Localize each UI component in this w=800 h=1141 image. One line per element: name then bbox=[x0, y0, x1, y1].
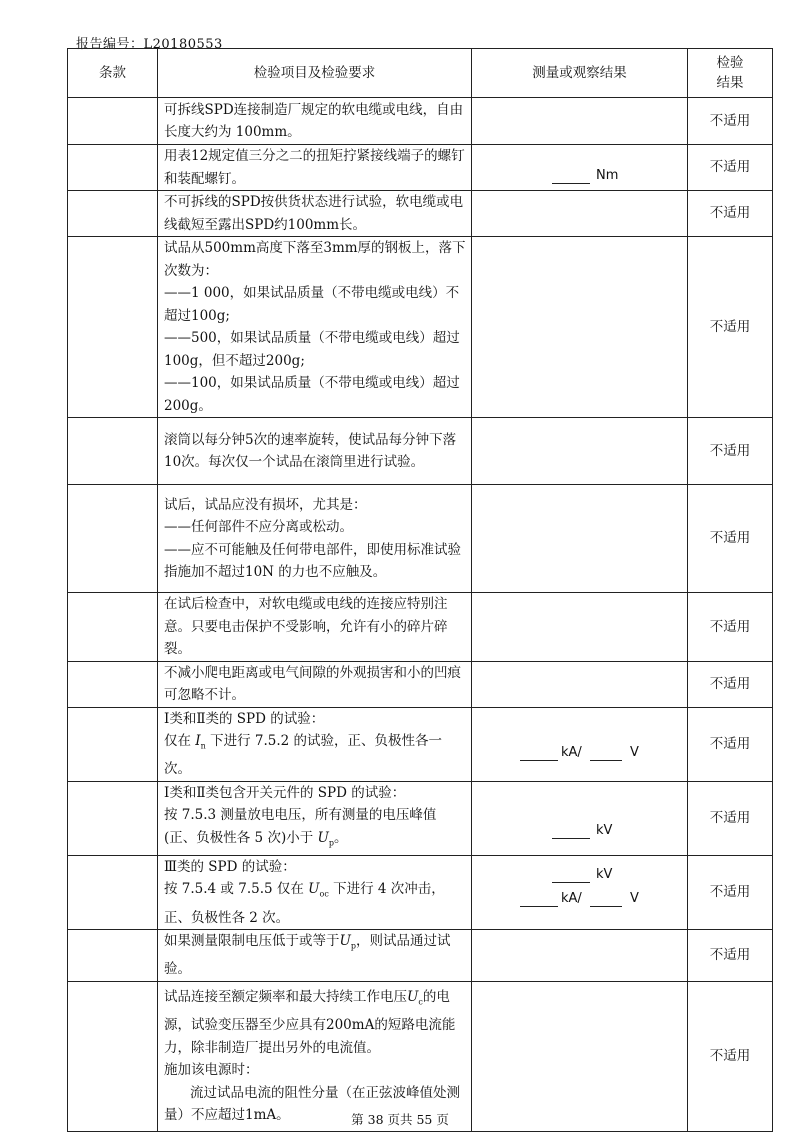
requirement-cell bbox=[158, 855, 472, 929]
col-measurement: 测量或观察结果 bbox=[472, 49, 688, 98]
result-cell: 不适用 bbox=[688, 237, 773, 418]
requirement-cell: 用表12规定值三分之二的扭矩拧紧接线端子的螺钉和装配螺钉。 bbox=[158, 145, 472, 191]
unit-label: kV bbox=[596, 822, 613, 838]
unit-label: kV bbox=[596, 866, 613, 882]
report-number: 报告编号：L20180553 bbox=[76, 37, 223, 52]
measurement-cell bbox=[472, 661, 688, 707]
measurement-cell bbox=[472, 981, 688, 1131]
requirement-cell bbox=[158, 485, 472, 593]
table-row bbox=[68, 930, 773, 982]
result-cell: 不适用 bbox=[688, 145, 773, 191]
measurement-cell bbox=[472, 781, 688, 855]
unit-label: V bbox=[630, 890, 639, 906]
requirement-cell: 可拆线SPD连接制造厂规定的软电缆或电线，自由长度大约为 100mm。 bbox=[158, 98, 472, 145]
col-clause: 条款 bbox=[68, 49, 158, 98]
requirement-cell: 滚筒以每分钟5次的速率旋转，使试品每分钟下落10次。每次仅一个试品在滚筒里进行试验。 bbox=[158, 418, 472, 485]
measurement-cell bbox=[472, 855, 688, 929]
col-result: 检验结果 bbox=[688, 49, 773, 98]
measurement-cell bbox=[472, 593, 688, 662]
clause-cell bbox=[68, 191, 158, 237]
req-line: 仅在 $I_n$ 下进行 7.5.2 的试验，正、负极性各一次。 bbox=[164, 733, 443, 778]
unit-label: kA/ bbox=[561, 890, 582, 906]
measurement-cell bbox=[472, 930, 688, 982]
clause-cell bbox=[68, 237, 158, 418]
unit-label: V bbox=[630, 744, 639, 760]
table-row bbox=[68, 191, 773, 237]
blank-field[interactable] bbox=[520, 892, 558, 907]
page-number: 第 38 页共 55 页 bbox=[351, 1112, 449, 1127]
measurement-cell bbox=[472, 418, 688, 485]
result-cell: 不适用 bbox=[688, 485, 773, 593]
requirement-cell: 在试后检查中，对软电缆或电线的连接应特别注意。只要电击保护不受影响，允许有小的碎片碎裂。 bbox=[158, 593, 472, 662]
result-cell: 不适用 bbox=[688, 707, 773, 781]
table-row bbox=[68, 707, 773, 781]
result-cell: 不适用 bbox=[688, 781, 773, 855]
result-cell: 不适用 bbox=[688, 191, 773, 237]
measurement-cell bbox=[472, 145, 688, 191]
req-line: 试品连接至额定频率和最大持续工作电压$U_c$的电源，试验变压器至少应具有200mA的短路电流能力，除非制造厂提出另外的电流值。 bbox=[164, 988, 456, 1056]
requirement-cell: 不减小爬电距离或电气间隙的外观损害和小的凹痕可忽略不计。 bbox=[158, 661, 472, 707]
req-line: ——100，如果试品质量（不带电缆或电线）超过200g。 bbox=[164, 375, 460, 414]
unit-label: kA/ bbox=[561, 744, 582, 760]
req-line: ——任何部件不应分离或松动。 bbox=[164, 519, 353, 535]
blank-field[interactable] bbox=[552, 824, 590, 839]
unit-label: Nm bbox=[596, 168, 619, 183]
table-header bbox=[68, 49, 773, 98]
result-cell: 不适用 bbox=[688, 930, 773, 982]
req-line: ——1 000，如果试品质量（不带电缆或电线）不超过100g; bbox=[164, 285, 460, 324]
req-line: 试品从500mm高度下落至3mm厚的钢板上，落下次数为： bbox=[164, 240, 466, 279]
result-cell: 不适用 bbox=[688, 98, 773, 145]
table-row bbox=[68, 781, 773, 855]
table-row bbox=[68, 237, 773, 418]
requirement-cell bbox=[158, 237, 472, 418]
blank-field[interactable] bbox=[590, 746, 622, 761]
req-line: 施加该电源时： bbox=[164, 1062, 259, 1079]
req-line: 按 7.5.4 或 7.5.5 仅在 $U_{oc}$ 下进行 4 次冲击，正、负极性各 2 次。 bbox=[164, 881, 445, 926]
blank-field[interactable] bbox=[552, 169, 590, 184]
clause-cell bbox=[68, 661, 158, 707]
result-cell: 不适用 bbox=[688, 981, 773, 1131]
measurement-cell bbox=[472, 191, 688, 237]
clause-cell bbox=[68, 981, 158, 1131]
requirement-cell bbox=[158, 781, 472, 855]
col-requirement: 检验项目及检验要求 bbox=[158, 49, 472, 98]
result-cell: 不适用 bbox=[688, 855, 773, 929]
clause-cell bbox=[68, 418, 158, 485]
requirement-cell bbox=[158, 707, 472, 781]
requirement-cell: 不可拆线的SPD按供货状态进行试验，软电缆或电线截短至露出SPD约100mm长。 bbox=[158, 191, 472, 237]
clause-cell bbox=[68, 855, 158, 929]
table-row bbox=[68, 855, 773, 929]
table-row bbox=[68, 418, 773, 485]
table-row bbox=[68, 145, 773, 191]
measurement-cell bbox=[472, 237, 688, 418]
clause-cell bbox=[68, 98, 158, 145]
clause-cell bbox=[68, 145, 158, 191]
req-line: ——500，如果试品质量（不带电缆或电线）超过100g，但不超过200g; bbox=[164, 330, 460, 369]
result-cell: 不适用 bbox=[688, 593, 773, 662]
table-row bbox=[68, 98, 773, 145]
measurement-cell bbox=[472, 707, 688, 781]
req-line: 流过试品电流的阻性分量（在正弦波峰值处测量）不应超过1mA。 bbox=[164, 1084, 460, 1124]
clause-cell bbox=[68, 593, 158, 662]
req-line: ——应不可能触及任何带电部件，即使用标准试验指施加不超过10N 的力也不应触及。 bbox=[164, 541, 461, 580]
result-cell: 不适用 bbox=[688, 418, 773, 485]
clause-cell bbox=[68, 707, 158, 781]
measurement-cell bbox=[472, 98, 688, 145]
requirement-cell bbox=[158, 981, 472, 1131]
requirement-cell: 如果测量限制电压低于或等于$U_p$，则试品通过试验。 bbox=[158, 930, 472, 982]
req-title: Ⅲ类的 SPD 的试验： bbox=[164, 858, 296, 875]
result-cell: 不适用 bbox=[688, 661, 773, 707]
inspection-table bbox=[67, 48, 773, 1132]
table-row bbox=[68, 661, 773, 707]
blank-field[interactable] bbox=[520, 746, 558, 761]
measurement-cell bbox=[472, 485, 688, 593]
blank-field[interactable] bbox=[552, 868, 590, 883]
table-row bbox=[68, 593, 773, 662]
req-line: 按 7.5.3 测量放电电压，所有测量的电压峰值(正、负极性各 5 次)小于 $U_p$。 bbox=[164, 807, 437, 848]
req-title: Ⅰ类和Ⅱ类的 SPD 的试验： bbox=[164, 710, 325, 727]
clause-cell bbox=[68, 485, 158, 593]
table-row bbox=[68, 485, 773, 593]
table-row bbox=[68, 981, 773, 1131]
clause-cell bbox=[68, 781, 158, 855]
req-line: 试后，试品应没有损坏，尤其是： bbox=[164, 496, 367, 513]
blank-field[interactable] bbox=[590, 892, 622, 907]
req-title: Ⅰ类和Ⅱ类包含开关元件的 SPD 的试验： bbox=[164, 784, 406, 801]
clause-cell bbox=[68, 930, 158, 982]
